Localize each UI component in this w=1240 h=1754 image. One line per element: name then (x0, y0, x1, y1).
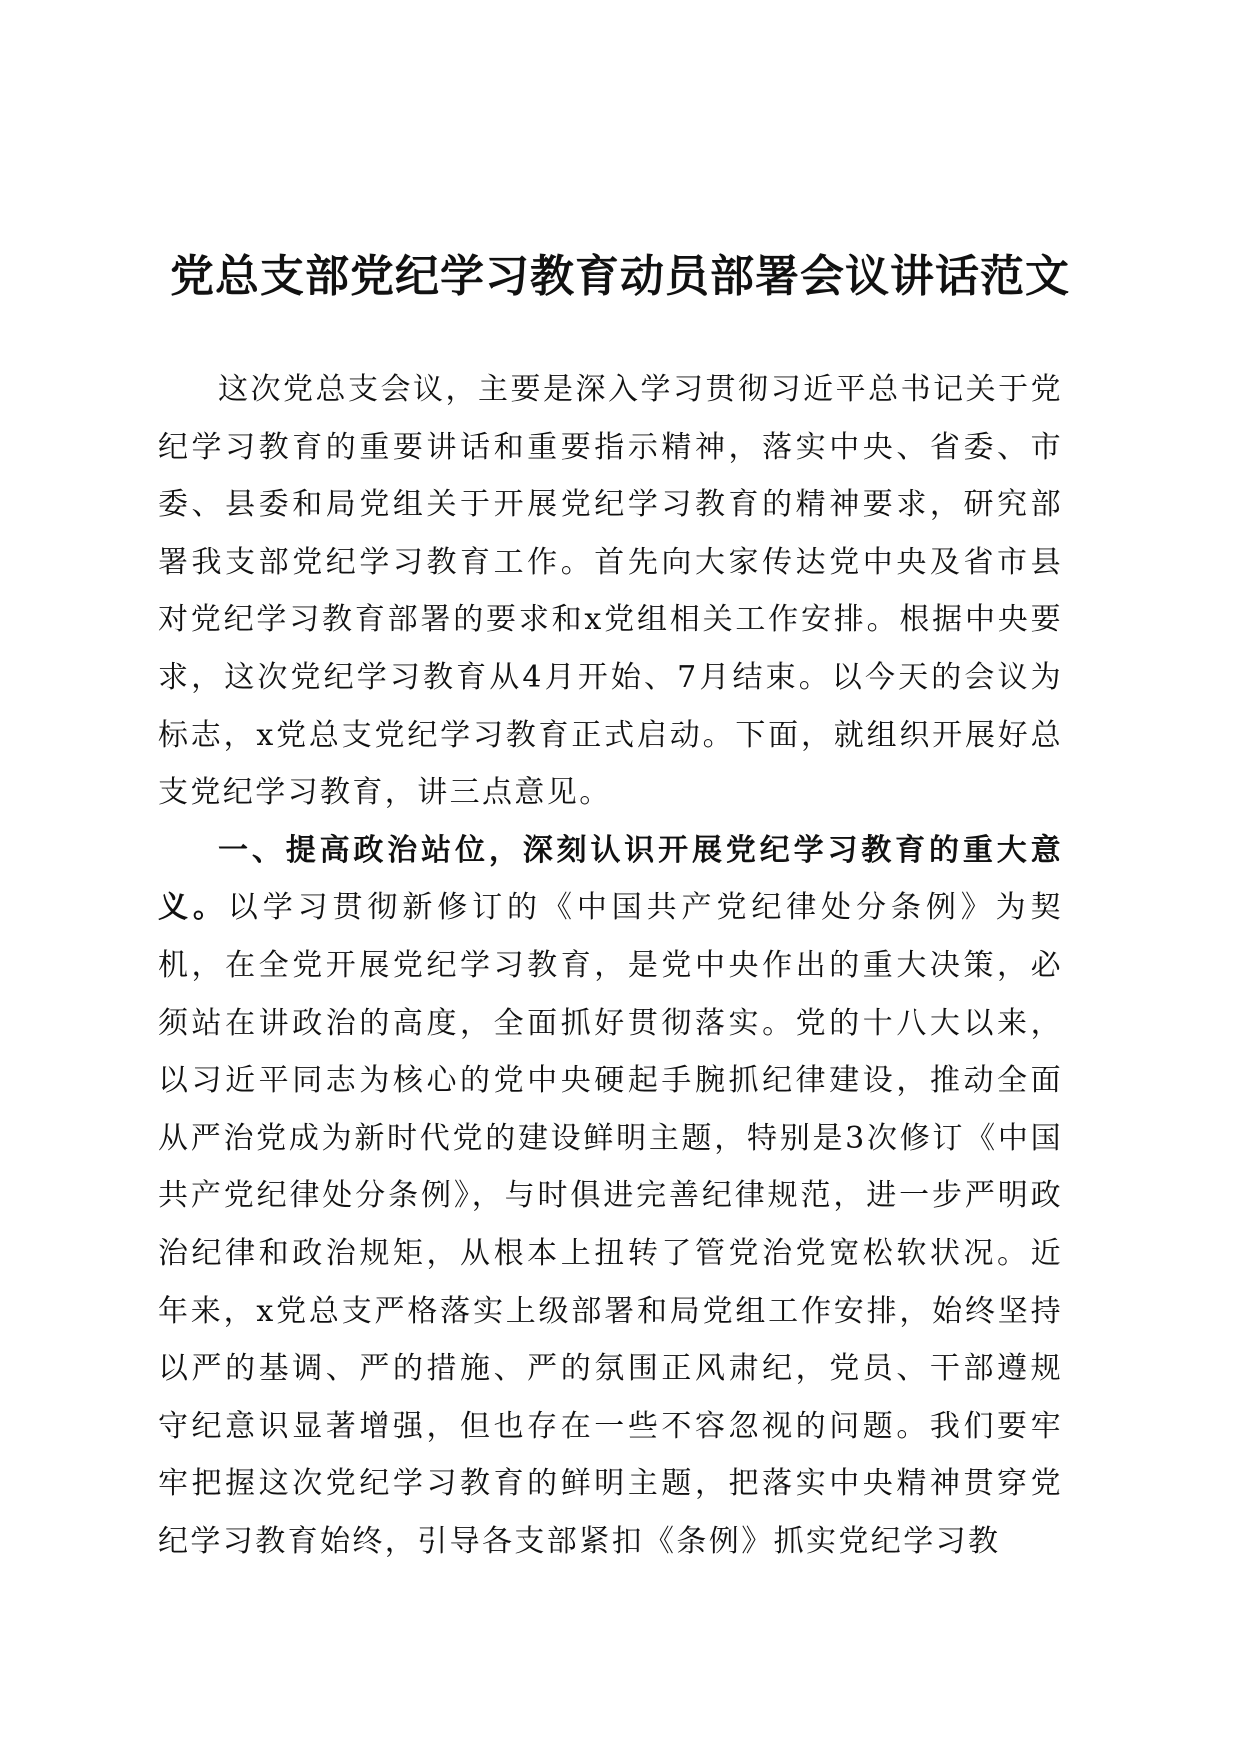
section-one-text: 以学习贯彻新修订的《中国共产党纪律处分条例》为契机，在全党开展党纪学习教育，是党中央作出的重大决策，必须站在讲政治的高度，全面抓好贯彻落实。党的十八大以来，以习近平同志为核心的党中央硬起手腕抓纪律建设，推动全面从严治党成为新时代党的建设鲜明主题，特别是3次修订《中国共产党纪律处分条例》，与时俱进完善纪律规范，进一步严明政治纪律和政治规矩，从根本上扭转了管党治党宽松软状况。近年来，x党总支严格落实上级部署和局党组工作安排，始终坚持以严的基调、严的措施、严的氛围正风肃纪，党员、干部遵规守纪意识显著增强，但也存在一些不容忽视的问题。我们要牢牢把握这次党纪学习教育的鲜明主题，把落实中央精神贯穿党纪学习教育始终，引导各支部紧扣《条例》抓实党纪学习教 (158, 890, 1063, 1559)
document-body (158, 361, 1063, 1570)
section-one-paragraph (158, 822, 1063, 1571)
document-title: 党总支部党纪学习教育动员部署会议讲话范文 (170, 251, 1070, 302)
intro-paragraph-text: 这次党总支会议，主要是深入学习贯彻习近平总书记关于党纪学习教育的重要讲话和重要指示精神，落实中央、省委、市委、县委和局党组关于开展党纪学习教育的精神要求，研究部署我支部党纪学习教育工作。首先向大家传达党中央及省市县对党纪学习教育部署的要求和x党组相关工作安排。根据中央要求，这次党纪学习教育从4月开始、7月结束。以今天的会议为标志，x党总支党纪学习教育正式启动。下面，就组织开展好总支党纪学习教育，讲三点意见。 (158, 372, 1063, 811)
intro-paragraph (158, 361, 1063, 822)
section-one-heading: 一、提高政治站位，深刻认识开展党纪学习教育的重大意义。 (158, 832, 1063, 926)
